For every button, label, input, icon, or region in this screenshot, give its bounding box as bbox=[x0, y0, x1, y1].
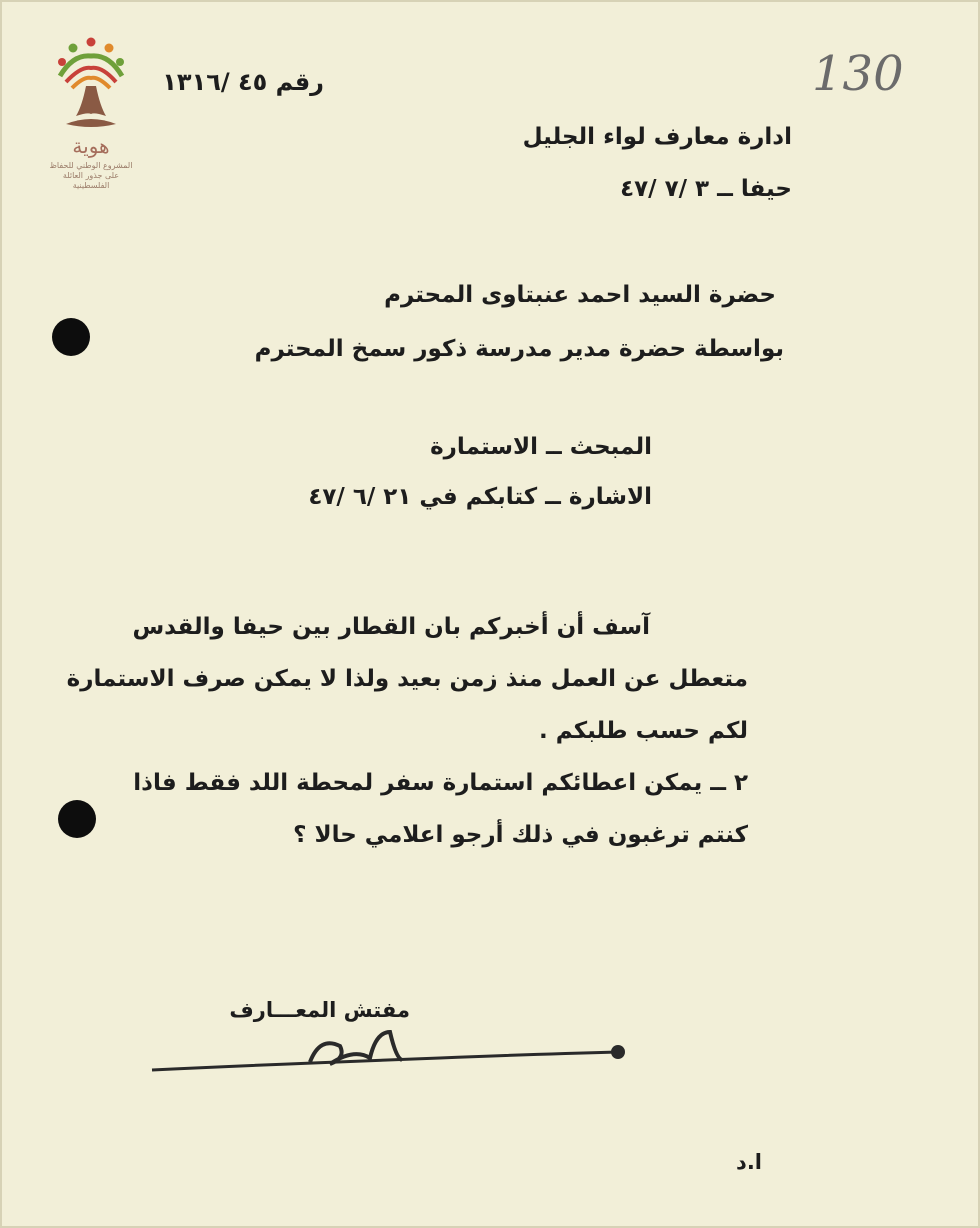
place-and-date: حيفا ــ ٣ /٧ /٤٧ bbox=[620, 176, 792, 202]
addressee-line: حضرة السيد احمد عنبتاوى المحترم bbox=[384, 282, 776, 308]
subject-line: المبحث ــ الاستمارة bbox=[430, 434, 652, 460]
hawiya-logo bbox=[46, 36, 136, 206]
tree-with-people-icon bbox=[46, 36, 136, 136]
issuing-office: ادارة معارف لواء الجليل bbox=[522, 124, 792, 150]
signature-title: مفتش المعـــارف bbox=[229, 998, 410, 1022]
logo-caption: المشروع الوطني للحفاظ على جذور العائلة الفلسطينية bbox=[49, 161, 133, 190]
via-line: بواسطة حضرة مدير مدرسة ذكور سمخ المحترم bbox=[254, 336, 784, 362]
punch-hole-top bbox=[52, 318, 90, 356]
body-line: لكم حسب طلبكم . bbox=[539, 718, 748, 744]
punch-hole-bottom bbox=[58, 800, 96, 838]
body-line: كنتم ترغبون في ذلك أرجو اعلامي حالا ؟ bbox=[293, 822, 748, 848]
handwritten-page-mark: 130 bbox=[812, 46, 904, 102]
body-line: ٢ ــ يمكن اعطائكم استمارة سفر لمحطة اللد فقط فاذا bbox=[133, 770, 748, 796]
reference-number: رقم ٤٥ /١٣١٦ bbox=[162, 68, 324, 96]
typist-initials: ا.د bbox=[736, 1150, 762, 1174]
logo-wordmark: هوية bbox=[72, 134, 110, 158]
body-line: متعطل عن العمل منذ زمن بعيد ولذا لا يمكن صرف الاستمارة bbox=[66, 666, 748, 692]
reference-line: الاشارة ــ كتابكم في ٢١ /٦ /٤٧ bbox=[308, 484, 652, 510]
handwritten-signature bbox=[140, 1018, 640, 1088]
body-line: آسف أن أخبركم بان القطار بين حيفا والقدس bbox=[132, 614, 650, 640]
